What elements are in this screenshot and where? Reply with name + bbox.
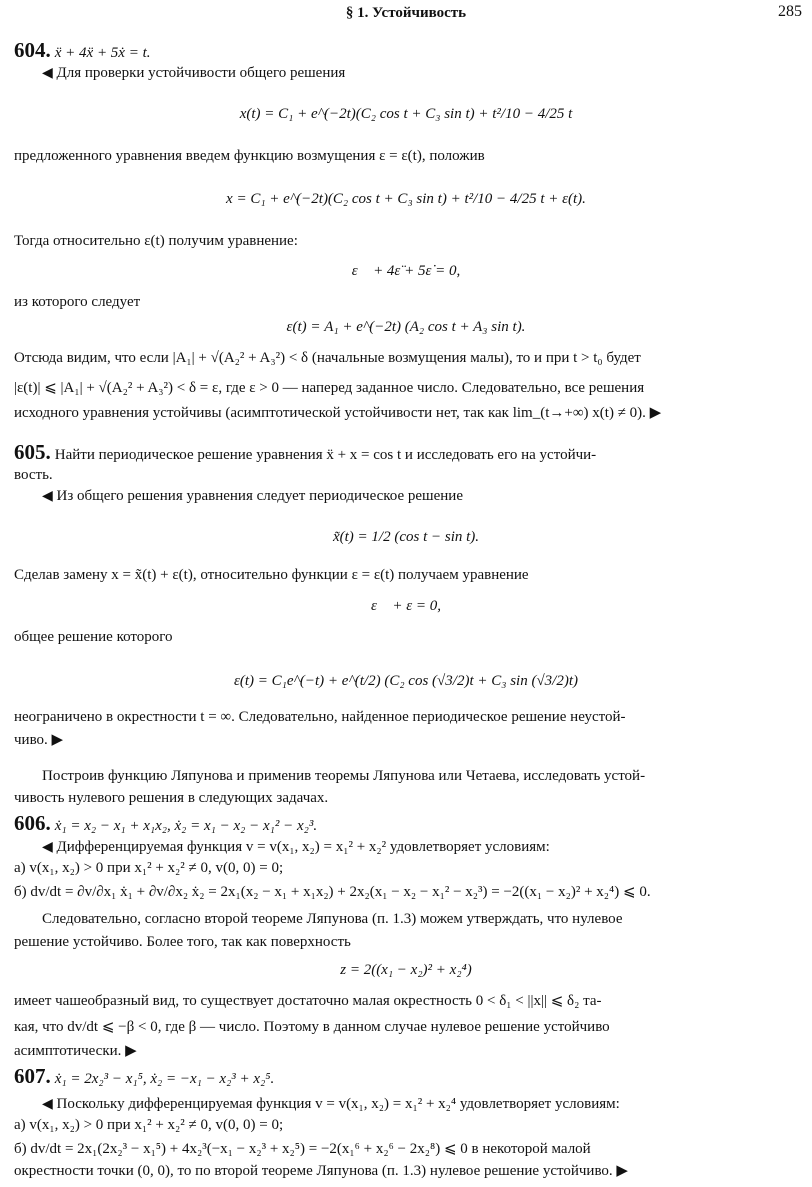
problem-604-heading xyxy=(14,38,804,64)
formula-text: ε⃛ + 4ε̈ + 5ε̇ = 0, xyxy=(351,263,461,279)
formula xyxy=(0,528,812,546)
text-line: Построив функцию Ляпунова и применив теоремы Ляпунова или Четаева, исследовать устой- xyxy=(42,768,646,784)
text-line: Сделав замену x = x̃(t) + ε(t), относительно функции ε = ε(t) получаем уравнение xyxy=(14,567,529,583)
text-line: асимптотически. ▶ xyxy=(14,1043,137,1059)
text-line: Отсюда видим, что если |A₁| + √(A₂² + A₃²) < δ (начальные возмущения малы), то и при t > t₀ будет xyxy=(14,350,641,366)
equation: ẋ₁ = 2x₂³ − x₁⁵, ẋ₂ = −x₁ − x₂³ + x₂⁵. xyxy=(54,1071,275,1087)
formula-text: ε(t) = A₁ + e^(−2t) (A₂ cos t + A₃ sin t). xyxy=(286,319,526,335)
formula-text: x = C₁ + e^(−2t)(C₂ cos t + C₃ sin t) + t²/10 − 4/25 t + ε(t). xyxy=(226,191,586,207)
text-line: Поскольку дифференцируемая функция v = v(x₁, x₂) = x₁² + x₂⁴ удовлетворяет условиям: xyxy=(56,1096,620,1112)
formula xyxy=(0,262,812,280)
formula xyxy=(0,597,812,615)
solution-marker-icon: ◀ xyxy=(42,840,53,855)
page-number: 285 xyxy=(778,3,802,20)
solution-marker-icon: ◀ xyxy=(42,66,53,81)
text-line: б) dv/dt = 2x₁(2x₂³ − x₁⁵) + 4x₂³(−x₁ − x₂³ + x₂⁵) = −2(x₁⁶ + x₂⁶ − 2x₂⁸) ⩽ 0 в некоторой малой xyxy=(14,1141,591,1157)
formula-text: ε(t) = C₁e^(−t) + e^(t/2) (C₂ cos (√3/2)t + C₃ sin (√3/2)t) xyxy=(233,673,579,689)
text-line: б) dv/dt = ∂v/∂x₁ ẋ₁ + ∂v/∂x₂ ẋ₂ = 2x₁(x₂ − x₁ + x₁x₂) + 2x₂(x₁ − x₂ − x₁² − x₂³) = −2((x₁ − x₂)² + x₂⁴) ⩽ 0. xyxy=(14,884,651,900)
equation: ẋ₁ = x₂ − x₁ + x₁x₂, ẋ₂ = x₁ − x₂ − x₁² − x₂³. xyxy=(54,818,318,834)
solution-marker-icon: ◀ xyxy=(42,489,53,504)
problem-607-heading xyxy=(14,1064,804,1090)
problem-number: 605. xyxy=(14,440,51,464)
text-line: имеет чашеобразный вид, то существует достаточно малая окрестность 0 < δ₁ < ||x|| ⩽ δ₂ та- xyxy=(14,993,602,1009)
formula-text: z = 2((x₁ − x₂)² + x₂⁴) xyxy=(340,962,472,978)
text-line: Найти периодическое решение уравнения ẍ + x = cos t и исследовать его на устойчи- xyxy=(54,447,597,463)
text-line: окрестности точки (0, 0), то по второй теореме Ляпунова (п. 1.3) нулевое решение устойчиво. ▶ xyxy=(14,1163,628,1179)
text-line: неограничено в окрестности t = ∞. Следовательно, найденное периодическое решение неустой- xyxy=(14,709,626,725)
problem-605-heading xyxy=(14,440,804,466)
formula-text: ε⃛ + ε = 0, xyxy=(371,598,441,614)
text-line: а) v(x₁, x₂) > 0 при x₁² + x₂² ≠ 0, v(0, 0) = 0; xyxy=(14,860,284,876)
formula-text: x(t) = C₁ + e^(−2t)(C₂ cos t + C₃ sin t) + t²/10 − 4/25 t xyxy=(239,106,573,122)
problem-number: 606. xyxy=(14,811,51,835)
text-line: чивость нулевого решения в следующих задачах. xyxy=(14,790,329,806)
solution-start xyxy=(42,64,804,82)
text-line: Тогда относительно ε(t) получим уравнение: xyxy=(14,233,298,249)
formula-text: x̃(t) = 1/2 (cos t − sin t). xyxy=(332,529,480,545)
text-line: общее решение которого xyxy=(14,629,173,645)
text-line: вость. xyxy=(14,467,53,483)
section-title: § 1. Устойчивость xyxy=(345,5,467,21)
text-line: кая, что dv/dt ⩽ −β < 0, где β — число. Поэтому в данном случае нулевое решение устойчиво xyxy=(14,1019,610,1035)
problem-number: 604. xyxy=(14,38,51,62)
formula xyxy=(0,190,812,208)
text-line: а) v(x₁, x₂) > 0 при x₁² + x₂² ≠ 0, v(0, 0) = 0; xyxy=(14,1117,284,1133)
formula xyxy=(0,961,812,979)
text-line: Следовательно, согласно второй теореме Ляпунова (п. 1.3) можем утверждать, что нулевое xyxy=(42,911,623,927)
formula xyxy=(0,105,812,123)
text-line: предложенного уравнения введем функцию возмущения ε = ε(t), положив xyxy=(14,148,485,164)
problem-number: 607. xyxy=(14,1064,51,1088)
problem-606-heading xyxy=(14,811,804,837)
text-line: исходного уравнения устойчивы (асимптотической устойчивости нет, так как lim_(t→+∞) x(t) ≠ 0). ▶ xyxy=(14,405,662,421)
solution-marker-icon: ◀ xyxy=(42,1097,53,1112)
formula xyxy=(0,672,812,690)
text-line: Дифференцируемая функция v = v(x₁, x₂) = x₁² + x₂² удовлетворяет условиям: xyxy=(56,839,550,855)
text-line: Из общего решения уравнения следует периодическое решение xyxy=(56,488,463,504)
text-line: из которого следует xyxy=(14,294,141,310)
equation: ẍ + 4ẍ + 5ẋ = t. xyxy=(54,45,151,61)
text-line: решение устойчиво. Более того, так как поверхность xyxy=(14,934,351,950)
solution-start xyxy=(42,1095,804,1113)
text-line: Для проверки устойчивости общего решения xyxy=(56,65,346,81)
formula xyxy=(0,318,812,336)
solution-start xyxy=(42,487,804,505)
solution-start xyxy=(42,838,804,856)
text-line: |ε(t)| ⩽ |A₁| + √(A₂² + A₃²) < δ = ε, где ε > 0 — наперед заданное число. Следовательно, все решения xyxy=(14,380,645,396)
text-line: чиво. ▶ xyxy=(14,732,64,748)
